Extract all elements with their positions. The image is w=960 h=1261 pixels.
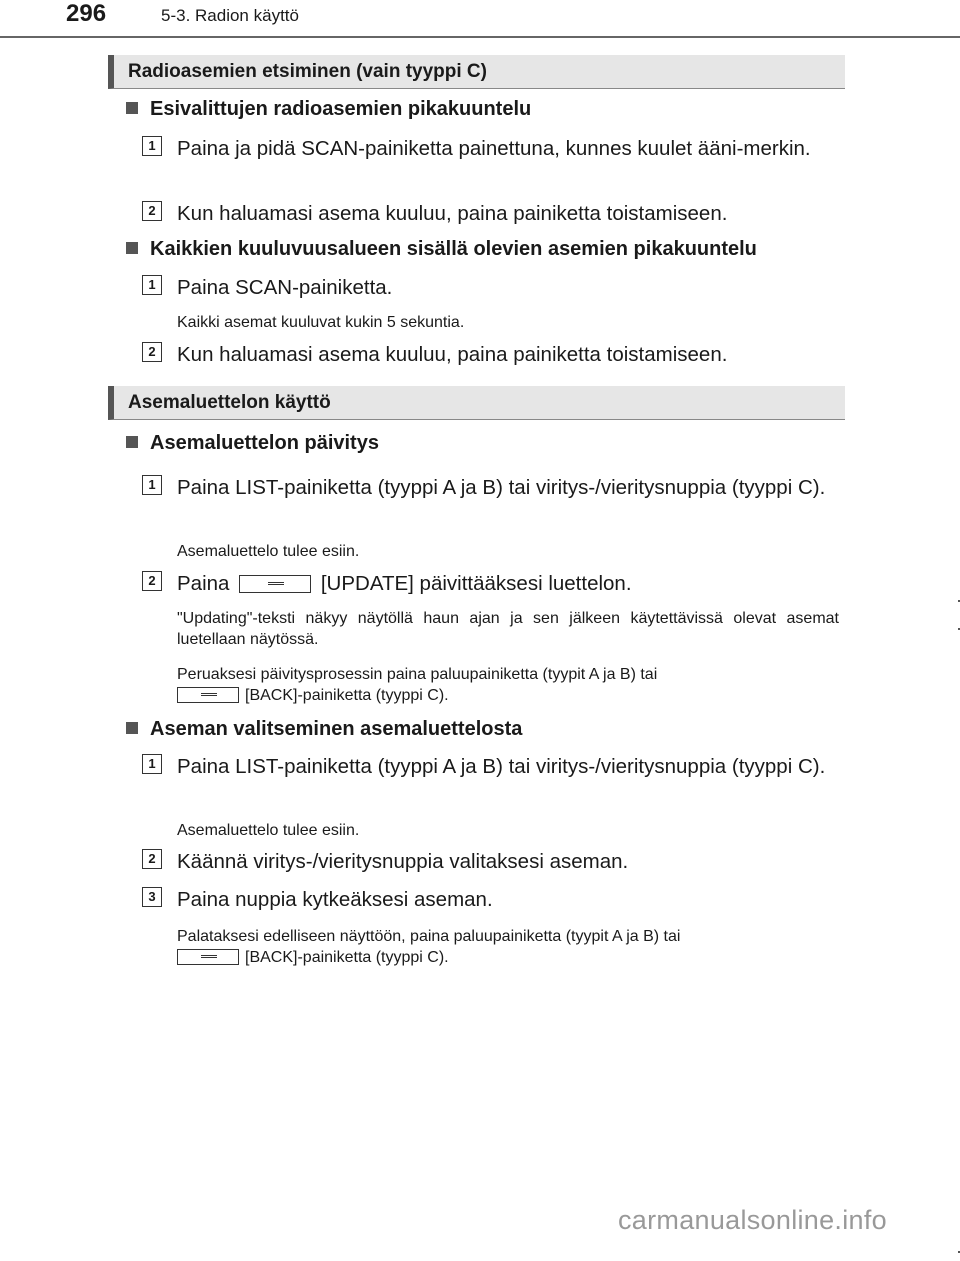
subheading-list-select: Aseman valitseminen asemaluettelosta — [126, 718, 522, 741]
step-text: Paina LIST-painiketta (tyyppi A ja B) tai viritys-/vieritysnuppia (tyyppi C). — [177, 755, 826, 778]
step — [142, 199, 839, 228]
step — [142, 752, 839, 781]
step — [142, 847, 839, 876]
chapter-title: 5-3. Radion käyttö — [161, 6, 299, 25]
screen-button-icon — [177, 687, 239, 703]
subheading-list-update: Asemaluettelon päivitys — [126, 432, 379, 455]
step — [142, 569, 839, 598]
step — [142, 273, 839, 302]
step-number: 1 — [142, 136, 162, 156]
square-bullet-icon — [126, 722, 138, 734]
step-text: Kun haluamasi asema kuuluu, paina painiketta toistamiseen. — [177, 202, 728, 225]
section-title: Radioasemien etsiminen (vain tyyppi C) — [128, 61, 487, 82]
step-text: Kun haluamasi asema kuuluu, paina painiketta toistamiseen. — [177, 343, 728, 366]
step-number: 1 — [142, 475, 162, 495]
screen-button-icon — [239, 575, 311, 593]
section-heading-list — [108, 386, 845, 420]
watermark: carmanualsonline.info — [618, 1205, 887, 1235]
step-number: 3 — [142, 887, 162, 907]
step-text: Käännä viritys-/vieritysnuppia valitaksesi aseman. — [177, 850, 629, 873]
step-note: Kaikki asemat kuuluvat kukin 5 sekuntia. — [177, 314, 465, 331]
step-text: Paina nuppia kytkeäksesi aseman. — [177, 888, 493, 911]
step-note: "Updating"-teksti näkyy näytöllä haun ajan ja sen jälkeen käytettävissä olevat asemat luetellaan näytössä. — [177, 610, 839, 648]
step-number: 2 — [142, 849, 162, 869]
step-note: Palataksesi edelliseen näyttöön, paina paluupainiketta (tyypit A ja B) tai [BACK]-painiketta (tyyppi C). — [177, 928, 681, 966]
header-rule — [0, 36, 960, 38]
step-text: Paina ja pidä SCAN-painiketta painettuna, kunnes kuulet ääni-merkin. — [177, 137, 811, 160]
step — [142, 134, 839, 163]
screen-button-icon — [177, 949, 239, 965]
step-note: Asemaluettelo tulee esiin. — [177, 822, 360, 839]
subheading-all-scan: Kaikkien kuuluvuusalueen sisällä olevien asemien pikakuuntelu — [126, 238, 757, 261]
step-number: 2 — [142, 571, 162, 591]
step — [142, 473, 839, 502]
section-heading-scan — [108, 55, 845, 89]
step-number: 1 — [142, 275, 162, 295]
page-number: 296 — [66, 0, 107, 27]
step-text: Paina LIST-painiketta (tyyppi A ja B) tai viritys-/vieritysnuppia (tyyppi C). — [177, 476, 826, 499]
step-note: Peruaksesi päivitysprosessin paina paluupainiketta (tyypit A ja B) tai [BACK]-painiketta (tyyppi C). — [177, 666, 658, 704]
step-text: Paina SCAN-painiketta. — [177, 276, 393, 299]
square-bullet-icon — [126, 242, 138, 254]
step — [142, 340, 839, 369]
step-number: 2 — [142, 342, 162, 362]
step-note: Asemaluettelo tulee esiin. — [177, 543, 360, 560]
step-text: Paina [UPDATE] päivittääksesi luettelon. — [177, 572, 632, 595]
square-bullet-icon — [126, 436, 138, 448]
step-number: 1 — [142, 754, 162, 774]
square-bullet-icon — [126, 102, 138, 114]
subheading-preset-scan: Esivalittujen radioasemien pikakuuntelu — [126, 98, 531, 121]
section-title: Asemaluettelon käyttö — [128, 392, 331, 413]
step-number: 2 — [142, 201, 162, 221]
step — [142, 885, 839, 914]
